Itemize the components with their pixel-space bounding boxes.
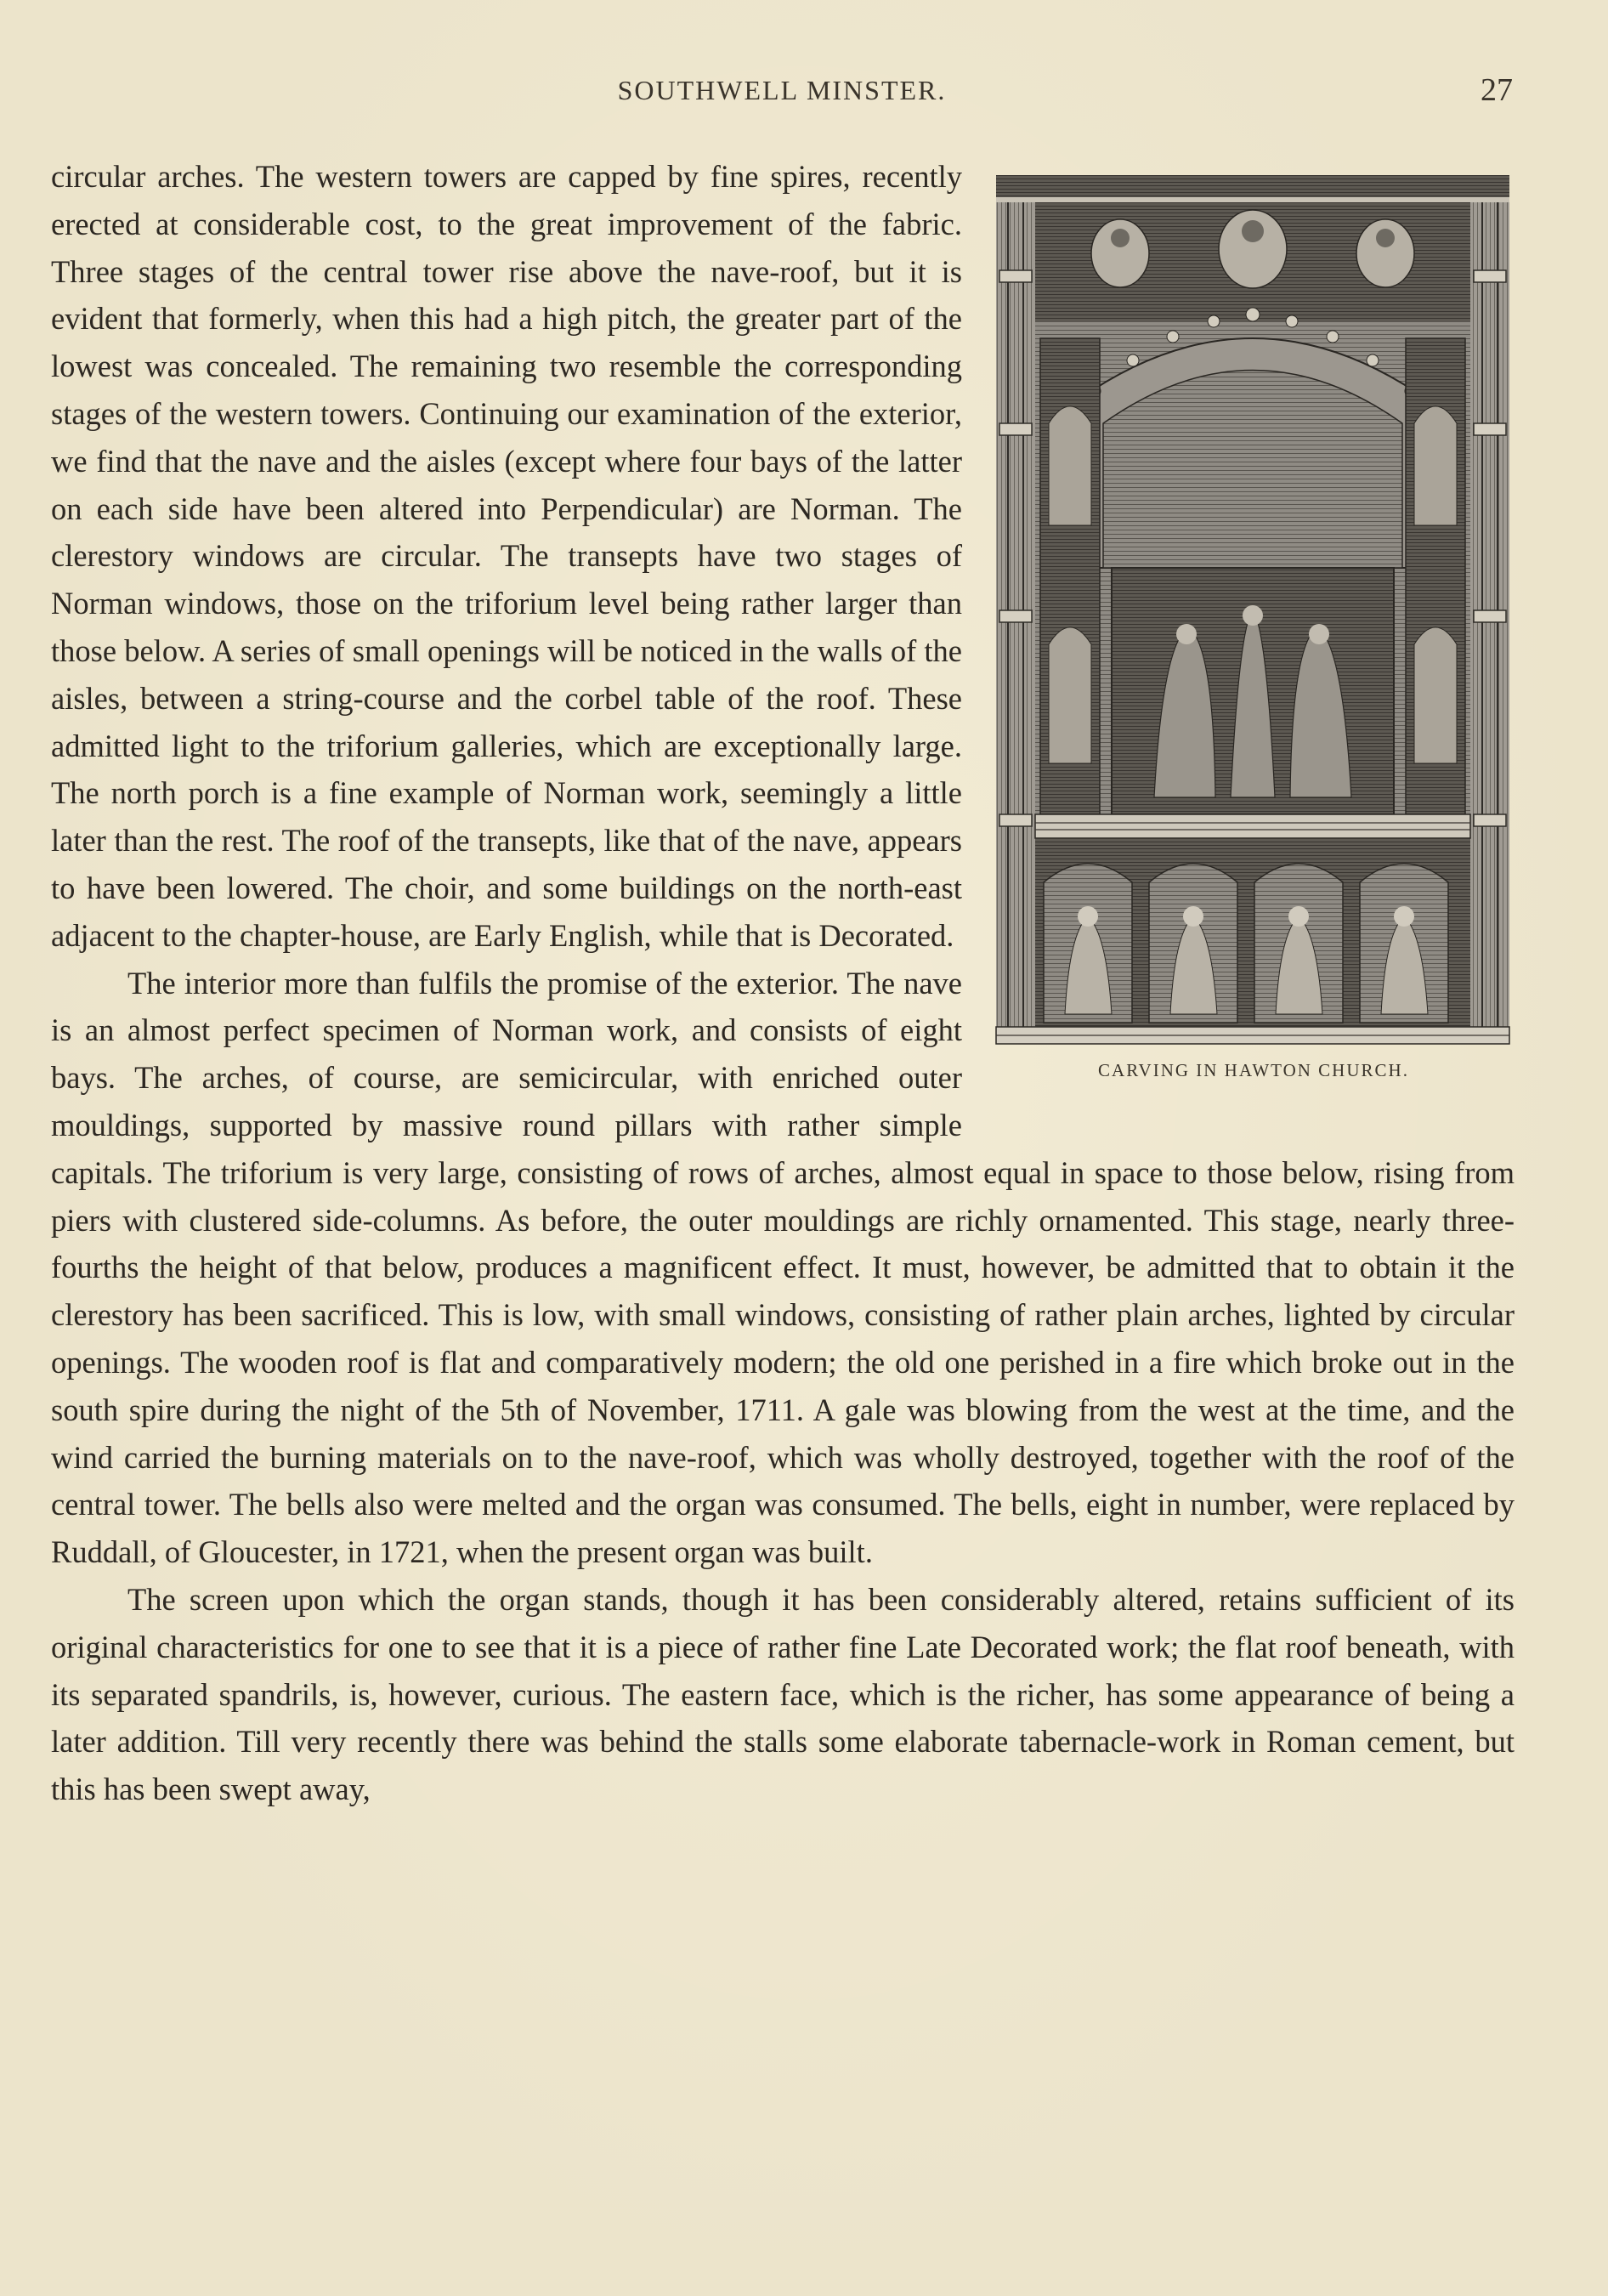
paragraph-1: circular arches. The western towers are capped by fine spires, recently erected at considerable cost, to the great improvement of the fabric. Three stages of the central tower rise above the nave-roof, but it is evident that formerly, when this had a high pitch, the greater part of the lowest was concealed. The remaining two resemble the corresponding stages of the western towers. Continuing our examination of the exterior, we find that the nave and the aisles (except where four bays of the latter on each side have been altered into Perpendicular) are Norman. The clerestory windows are circular. The transepts have two stages of Norman windows, those on the triforium level being rather larger than those below. A series of small openings will be noticed in the walls of the aisles, between a string-course and the corbel table of the roof. These admitted light to the triforium galleries, which are exceptionally large. The north porch is a fine example of Norman work, seemingly a little later than the rest. The roof of the transepts, like that of the nave, appears to have been lowered. The choir, and some buildings on the north-east adjacent to the chapter-house, are Early English, while that is Decorated. [51, 159, 962, 953]
figure-caption: CARVING IN HAWTON CHURCH. [1098, 1060, 1409, 1080]
paragraph-2: The interior more than fulfils the promise of the exterior. The nave is an almost perfect specimen of Norman work, and consists of eight bays. The arches, of course, are semicircular, with enriched outer mouldings, supported by massive round pillars with rather simple capitals. The triforium is very large, consisting of rows of arches, almost equal in space to those below, rising from piers with clustered side-columns. As before, the outer mouldings are richly ornamented. This stage, nearly three-fourths the height of that below, produces a magnificent effect. It must, however, be admitted that to obtain it the clerestory has been sacrificed. This is low, with small windows, consisting of rather plain arches, lighted by circular openings. The wooden roof is flat and comparatively modern; the old one perished in a fire which broke out in the south spire during the night of the 5th of November, 1711. A gale was blowing from the west at the time, and the wind carried the burning materials on to the nave-roof, which was wholly destroyed, together with the roof of the central tower. The bells also were melted and the organ was consumed. The bells, eight in number, were replaced by Ruddall, of Gloucester, in 1721, when the present organ was built. [51, 965, 1515, 1570]
running-head [51, 72, 1513, 117]
figure-carving [993, 153, 1515, 1106]
carving-engraving [993, 168, 1515, 1052]
paragraph-3: The screen upon which the organ stands, though it has been considerably altered, retains sufficient of its original characteristics for one to see that it is a piece of rather fine Late Decorated work; the flat roof beneath, with its separated spandrils, is, however, curious. The eastern face, which is the richer, has some appearance of being a later addition. Till very recently there was behind the stalls some elaborate tabernacle-work in Roman cement, but this has been swept away, [51, 1581, 1515, 1807]
running-title: SOUTHWELL MINSTER. [617, 75, 947, 105]
body-text [51, 153, 1515, 1813]
page-number: 27 [1481, 72, 1513, 108]
